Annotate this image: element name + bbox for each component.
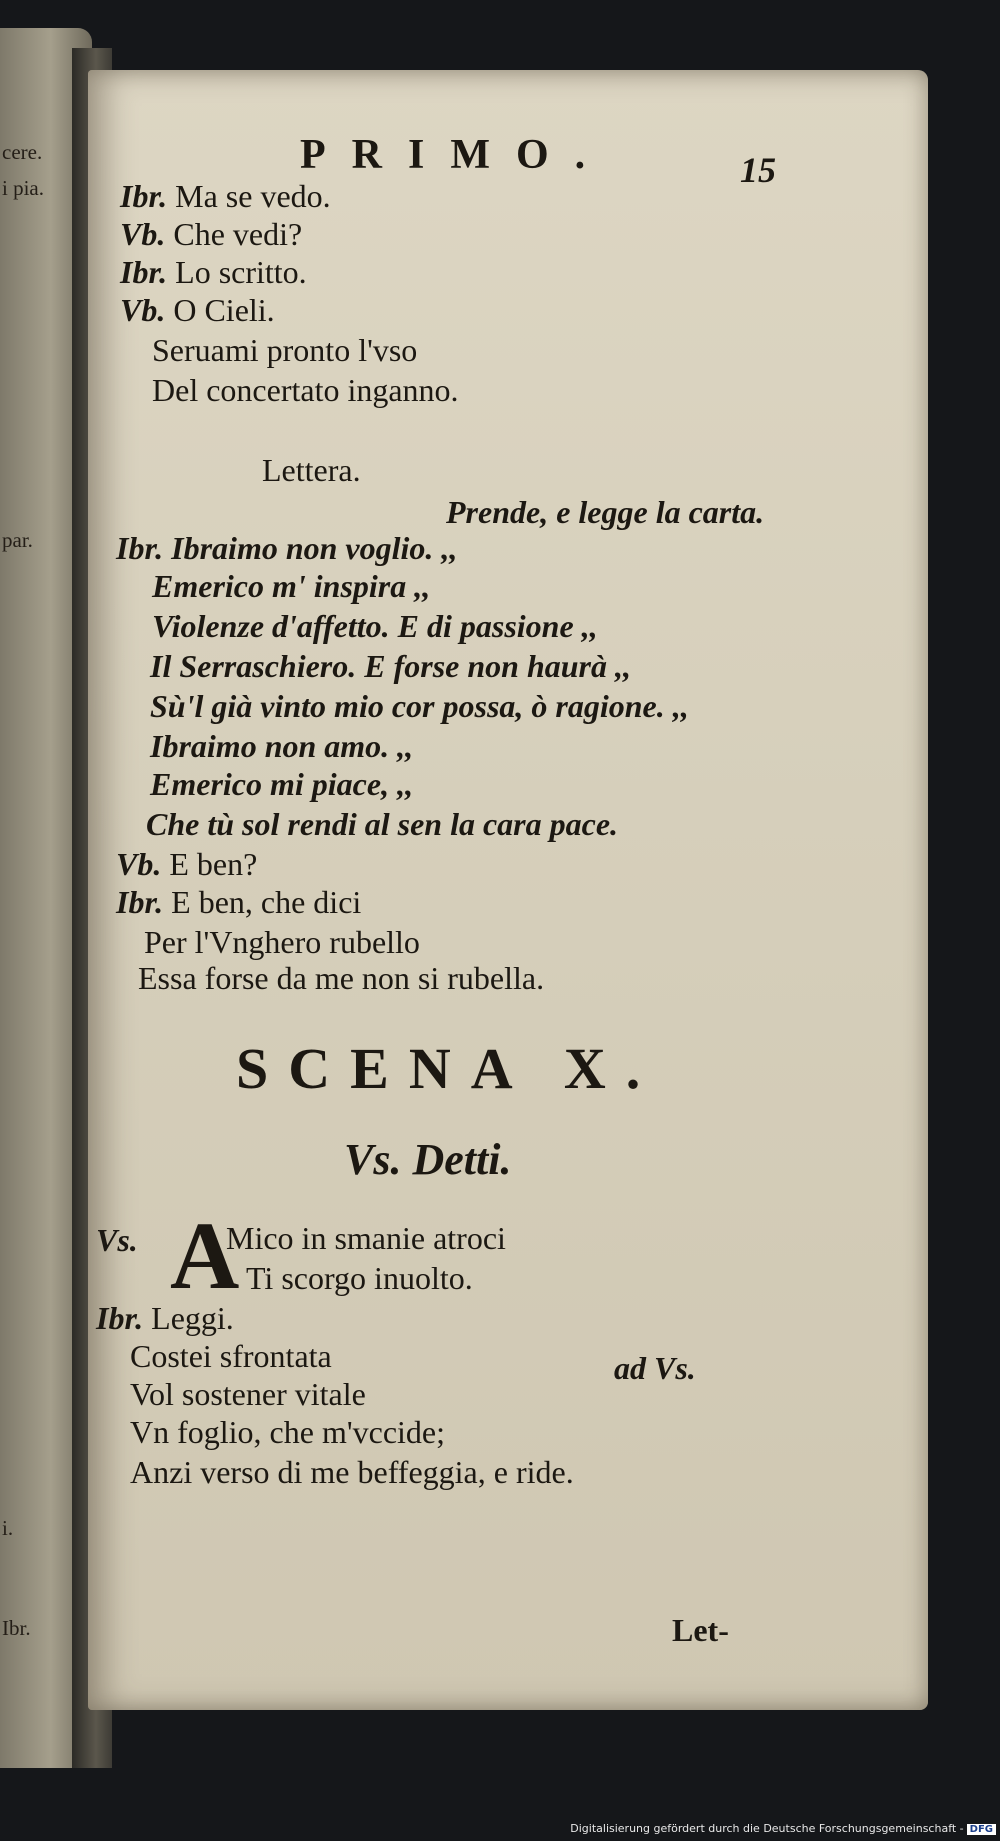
dialogue-line: Ti scorgo inuolto. bbox=[246, 1260, 473, 1296]
dialogue-line bbox=[152, 334, 417, 366]
letter-line: Sù'l già vinto mio cor possa, ò ragione. ,, bbox=[150, 688, 689, 724]
letter-line: Emerico mi piace, ,, bbox=[150, 766, 414, 802]
dialogue-line bbox=[116, 886, 361, 918]
line-text: Ibraimo non voglio. ,, bbox=[171, 530, 458, 566]
speaker-name: Ibr. bbox=[120, 254, 168, 290]
speaker-name: Vb. bbox=[120, 216, 166, 252]
page-number: 15 bbox=[740, 150, 776, 190]
speaker-name: Ibr. bbox=[116, 530, 164, 566]
left-page-fragment: par. bbox=[2, 528, 33, 552]
speaker-name: Vs. bbox=[96, 1222, 138, 1258]
line-text: Leggi. bbox=[151, 1300, 234, 1336]
speaker-name: Ibr. bbox=[120, 178, 168, 214]
letter-line: Emerico m' inspira ,, bbox=[152, 568, 431, 604]
dialogue-line bbox=[120, 256, 307, 288]
letter-line: Che tù sol rendi al sen la cara pace. bbox=[146, 806, 619, 842]
dialogue-line: Per l'Vnghero rubello bbox=[144, 924, 420, 960]
dfg-logo: DFG bbox=[967, 1824, 996, 1835]
letter-line: Ibraimo non amo. ,, bbox=[150, 728, 414, 764]
line-text: Del concertato inganno. bbox=[152, 372, 459, 408]
left-page-fragment: Ibr. bbox=[2, 1616, 31, 1640]
dialogue-line bbox=[120, 294, 275, 326]
dialogue-line: Vn foglio, che m'vccide; bbox=[130, 1414, 445, 1450]
speaker-name: Ibr. bbox=[116, 884, 164, 920]
scene-title: SCENA X. bbox=[236, 1036, 661, 1101]
drop-cap: A bbox=[170, 1202, 240, 1309]
scene-characters: Vs. Detti. bbox=[344, 1135, 512, 1184]
dialogue-line bbox=[120, 218, 302, 250]
footer-credit bbox=[570, 1822, 996, 1835]
dialogue-line bbox=[116, 848, 257, 880]
dialogue-line: Vol sostener vitale bbox=[130, 1376, 366, 1412]
left-page-fragment: i. bbox=[2, 1516, 14, 1540]
letter-line bbox=[116, 532, 457, 564]
speaker-name: Ibr. bbox=[96, 1300, 144, 1336]
speaker-name: Vb. bbox=[116, 846, 162, 882]
footer-text: Digitalisierung gefördert durch die Deutsche Forschungsgemeinschaft - bbox=[570, 1822, 964, 1835]
speaker-name: Vb. bbox=[120, 292, 166, 328]
line-text: Seruami pronto l'vso bbox=[152, 332, 418, 368]
dialogue-line bbox=[120, 180, 331, 212]
letter-heading: Lettera. bbox=[262, 452, 361, 488]
dialogue-line: Costei sfrontata bbox=[130, 1338, 332, 1374]
letter-line: Il Serraschiero. E forse non haurà ,, bbox=[150, 648, 631, 684]
line-text: E ben? bbox=[169, 846, 258, 882]
dialogue-line: Essa forse da me non si rubella. bbox=[138, 960, 545, 996]
stage-direction: ad Vs. bbox=[614, 1350, 696, 1386]
line-text: Ma se vedo. bbox=[175, 178, 331, 214]
dialogue-line: Anzi verso di me beffeggia, e ride. bbox=[130, 1454, 574, 1490]
running-head: PRIMO. bbox=[300, 132, 612, 178]
line-text: Che vedi? bbox=[173, 216, 303, 252]
line-text: Lo scritto. bbox=[175, 254, 307, 290]
line-text: E ben, che dici bbox=[171, 884, 362, 920]
dialogue-line bbox=[96, 1302, 234, 1334]
left-page-fragment: i pia. bbox=[2, 176, 44, 200]
letter-line: Violenze d'affetto. E di passione ,, bbox=[152, 608, 598, 644]
catchword: Let- bbox=[672, 1612, 729, 1648]
left-page-fragment: cere. bbox=[2, 140, 43, 164]
line-text: O Cieli. bbox=[173, 292, 275, 328]
dialogue-line: Mico in smanie atroci bbox=[226, 1220, 506, 1256]
stage-direction: Prende, e legge la carta. bbox=[446, 494, 765, 530]
dialogue-line bbox=[152, 374, 459, 406]
